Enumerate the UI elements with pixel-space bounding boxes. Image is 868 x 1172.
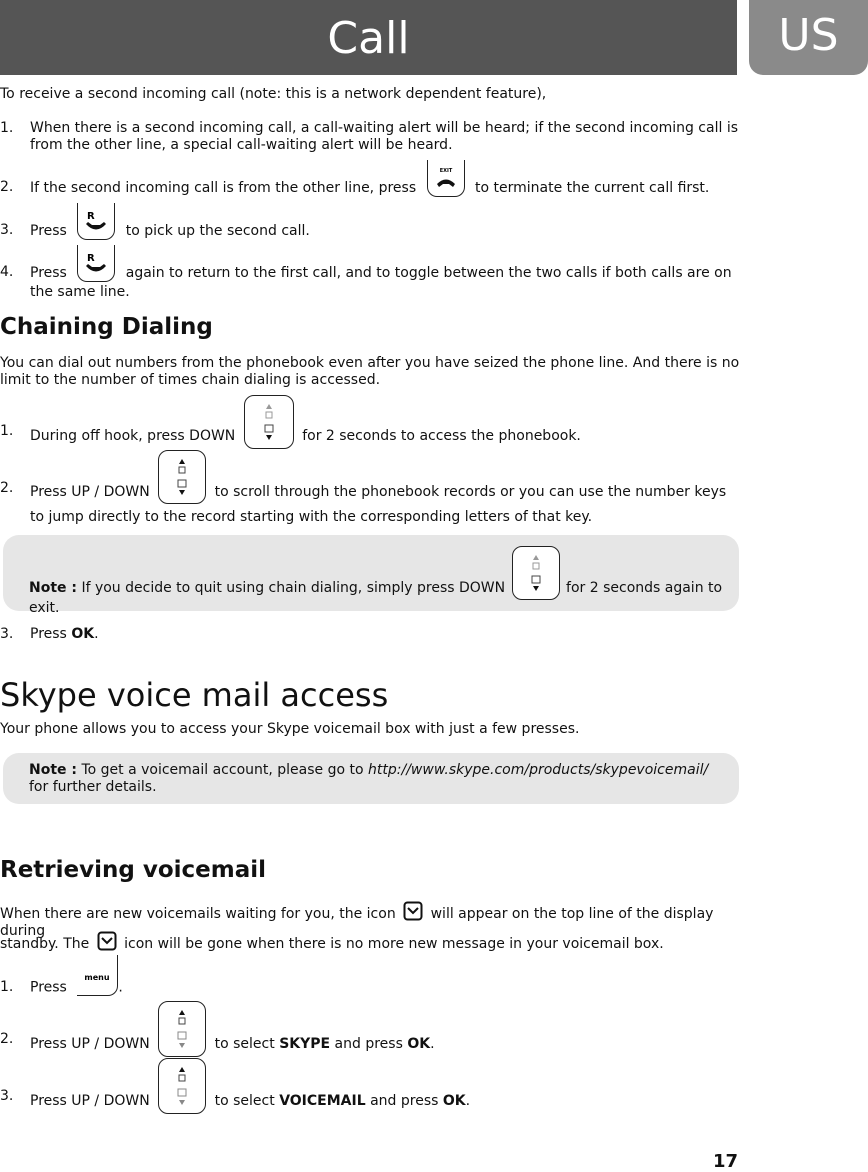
section-heading: Chaining Dialing: [0, 314, 213, 340]
list-item: 2. Press UP / DOWN to select SKYPE and press OK.: [0, 1001, 740, 1057]
nav-key-icon: [158, 1001, 206, 1057]
section-heading: Retrieving voicemail: [0, 857, 267, 883]
page-header: [0, 0, 737, 75]
language-tab: US: [749, 0, 868, 75]
note-box: Note : To get a voicemail account, please go to http://www.skype.com/products/skypevoicemail/ for further details.: [3, 753, 739, 804]
exit-key-label: EXIT: [439, 168, 452, 174]
page-title: Call: [327, 13, 410, 64]
list-item: 2. Press UP / DOWN to scroll through the phonebook records or you can use the number keys to jump directly to the record starting with the corresponding letters of that key.: [0, 450, 740, 525]
voicemail-icon: [403, 901, 423, 921]
nav-key-icon: [244, 395, 294, 449]
list-item: 3. Press UP / DOWN to select VOICEMAIL and press OK.: [0, 1058, 740, 1114]
list-item: 2. If the second incoming call is from the other line, press EXIT to terminate the current call first.: [0, 160, 740, 200]
nav-key-icon: [512, 546, 560, 600]
r-key-label: R: [87, 253, 96, 264]
r-key-icon: [77, 203, 115, 240]
section-title: Skype voice mail access: [0, 676, 389, 714]
retrieve-text: standby. The icon will be gone when there is no more new message in your voicemail box.: [0, 936, 740, 953]
nav-key-icon: [158, 450, 206, 504]
voicemail-icon: [97, 931, 117, 951]
list-item: 1. During off hook, press DOWN for 2 seconds to access the phonebook.: [0, 394, 740, 446]
r-key-icon: [77, 245, 115, 282]
note-label: Note :: [29, 580, 77, 596]
note-box: Note : If you decide to quit using chain dialing, simply press DOWN for 2 seconds again to exit.: [3, 535, 739, 611]
skype-intro: Your phone allows you to access your Skype voicemail box with just a few presses.: [0, 721, 580, 737]
retrieve-text: When there are new voicemails waiting for you, the icon will appear on the top line of the display during: [0, 906, 740, 940]
note-label: Note :: [29, 762, 77, 778]
nav-key-icon: [158, 1058, 206, 1114]
r-key-label: R: [87, 211, 96, 222]
list-item: 4. Press R again to return to the first call, and to toggle between the two calls if both calls are on the same line.: [0, 245, 740, 305]
page-number: 17: [712, 1151, 738, 1172]
menu-key-icon: [77, 955, 118, 996]
list-item: 3. Press R to pick up the second call.: [0, 203, 740, 243]
list-item: 1. Press menu .: [0, 956, 740, 1000]
menu-key-label: menu: [84, 973, 110, 982]
voicemail-url-link[interactable]: http://www.skype.com/products/skypevoicemail/: [368, 762, 709, 778]
exit-key-icon: [427, 160, 465, 197]
intro-text: To receive a second incoming call (note: this is a network dependent feature),: [0, 86, 547, 102]
chain-intro: You can dial out numbers from the phonebook even after you have seized the phone line. And there is no limit to the number of times chain dialing is accessed.: [0, 355, 740, 388]
